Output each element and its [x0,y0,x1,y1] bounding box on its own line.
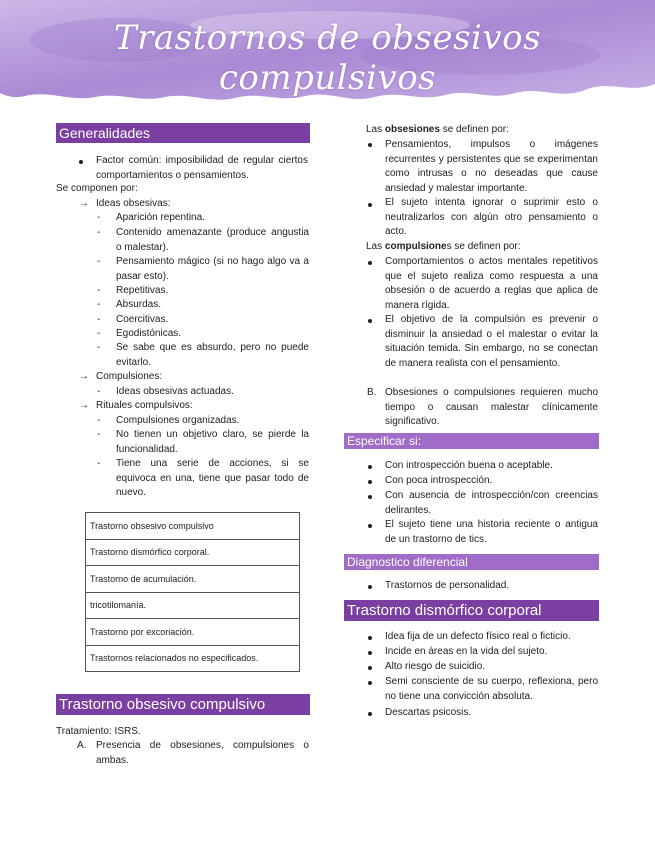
bullet-icon [368,636,372,640]
dismorfico-item: Semi consciente de su cuerpo, reflexiona, pero no tiene una convicción absoluta. [385,676,598,702]
dash-icon: - [97,314,101,325]
ideas-item: Contenido amenazante (produce angustia o malestar). [116,227,309,253]
ideas-item: Coercitivas. [116,314,169,325]
text-run: Las [366,241,385,252]
obsesiones-intro [366,123,509,138]
diagnostico-item: Trastornos de personalidad. [385,580,510,591]
table-cell: Trastorno dismórfico corporal. [86,539,300,566]
especificar-item: Con ausencia de introspección/con creencias delirantes. [385,490,598,516]
text-run: s se definen por: [446,241,521,252]
item-b-text: Obsesiones o compulsiones requieren mucho tiempo o causan malestar clínicamente significativo. [385,387,598,427]
arrow-icon: → [79,400,89,411]
dash-icon: - [97,415,101,426]
section-heading-dismorfico: Trastorno dismórfico corporal [344,600,599,621]
dash-icon: - [97,328,101,339]
table-row [86,592,300,619]
bullet-icon [368,681,372,685]
dash-icon: - [97,212,101,223]
text-run: Las [366,124,385,135]
bullet-icon [368,666,372,670]
dash-icon: - [97,299,101,310]
ideas-item: Se sabe que es absurdo, pero no puede evitarlo. [116,342,309,368]
compulsiones-item: Ideas obsesivas actuadas. [116,386,234,397]
obsesiones-item: El sujeto intenta ignorar o suprimir esto o neutralizarlos con algún otro pensamiento o acto. [385,197,598,237]
dash-icon: - [97,386,101,397]
dash-icon: - [97,458,101,469]
obsesiones-item: Pensamientos, impulsos o imágenes recurrentes y persistentes que se experimentan como intrusas o no deseadas que cause ansiedad y malestar importante. [385,139,598,194]
especificar-item: Con introspección buena o aceptable. [385,460,553,471]
item-a-text: Presencia de obsesiones, compulsiones o ambas. [96,740,309,766]
table-cell: Trastornos relacionados no especificados. [86,645,300,672]
rituales-item: No tienen un objetivo claro, se pierde la funcionalidad. [116,429,309,455]
dash-icon: - [97,429,101,440]
arrow-icon: → [79,371,89,382]
ideas-label: Ideas obsesivas: [96,198,171,209]
ideas-item: Repetitivas. [116,285,169,296]
dash-icon: - [97,285,101,296]
page-title: Trastornos de obsesivos compulsivos [113,18,542,98]
table-row [86,619,300,646]
table-row [86,539,300,566]
bullet-icon [368,143,372,147]
text-run: se definen por: [439,124,509,135]
ideas-item: Pensamiento mágico (si no hago algo va a pasar esto). [116,256,309,282]
bullet-icon [368,480,372,484]
table-cell: Trastorno obsesivo compulsivo [86,513,300,540]
section-heading-diagnostico: Diagnostico diferencial [344,554,599,570]
arrow-icon: → [79,198,89,209]
bullet-icon [368,465,372,469]
rituales-label: Rituales compulsivos: [96,400,193,411]
especificar-item: Con poca introspección. [385,475,493,486]
table-row [86,566,300,593]
dismorfico-item: Descartas psicosis. [385,707,472,718]
subtypes-table [85,512,300,672]
section-heading-especificar: Especificar si: [344,433,599,449]
compulsiones-item: Comportamientos o actos mentales repetitivos que el sujeto realiza como respuesta a una obsesión o de acuerdo a reglas que aplica de manera rígida. [385,256,598,311]
dismorfico-item: Idea fija de un defecto físico real o ficticio. [385,631,571,642]
dismorfico-item: Incide en áreas en la vida del sujeto. [385,646,548,657]
section-heading-generalidades: Generalidades [56,123,310,143]
bold-term: obsesiones [384,124,440,135]
bullet-icon [368,651,372,655]
bold-term: compulsione [384,241,447,252]
ideas-item: Aparición repentina. [116,212,205,223]
item-b-marker: B. [367,387,377,398]
dismorfico-item: Alto riesgo de suicidio. [385,661,486,672]
se-componen-label: Se componen por: [56,183,138,194]
bullet-icon [368,261,372,265]
rituales-item: Tiene una serie de acciones, si se equivoca en una, tiene que pasar todo de nuevo. [116,458,309,498]
table-cell: Trastorno de acumulación. [86,566,300,593]
ideas-item: Egodistónicas. [116,328,182,339]
table-row [86,513,300,540]
compulsiones-item: El objetivo de la compulsión es prevenir o disminuir la ansiedad o el malestar o evitar la situación temida. Sin embargo, no se conectan de manera realista con el pensamiento. [385,314,598,369]
section-heading-toc: Trastorno obsesivo compulsivo [56,694,310,715]
dash-icon: - [97,256,101,267]
bullet-icon [79,160,83,164]
ideas-item: Absurdas. [116,299,162,310]
compulsiones-label: Compulsiones: [96,371,163,382]
bullet-icon [368,524,372,528]
bullet-icon [368,319,372,323]
item-a-marker: A. [77,740,87,751]
generalidades-bullet: Factor común: imposibilidad de regular ciertos comportamientos o pensamientos. [96,155,308,181]
table-cell: Trastorno por excoriación. [86,619,300,646]
bullet-icon [368,712,372,716]
bullet-icon [368,585,372,589]
bullet-icon [368,203,372,207]
dash-icon: - [97,227,101,238]
rituales-item: Compulsiones organizadas. [116,415,240,426]
compulsiones-intro [366,240,521,255]
table-row [86,645,300,672]
dash-icon: - [97,342,101,353]
table-cell: tricotilomanía. [86,592,300,619]
tratamiento-text: Tratamiento: ISRS. [56,726,141,737]
bullet-icon [368,495,372,499]
especificar-item: El sujeto tiene una historia reciente o antigua de un trastorno de tics. [385,519,598,545]
